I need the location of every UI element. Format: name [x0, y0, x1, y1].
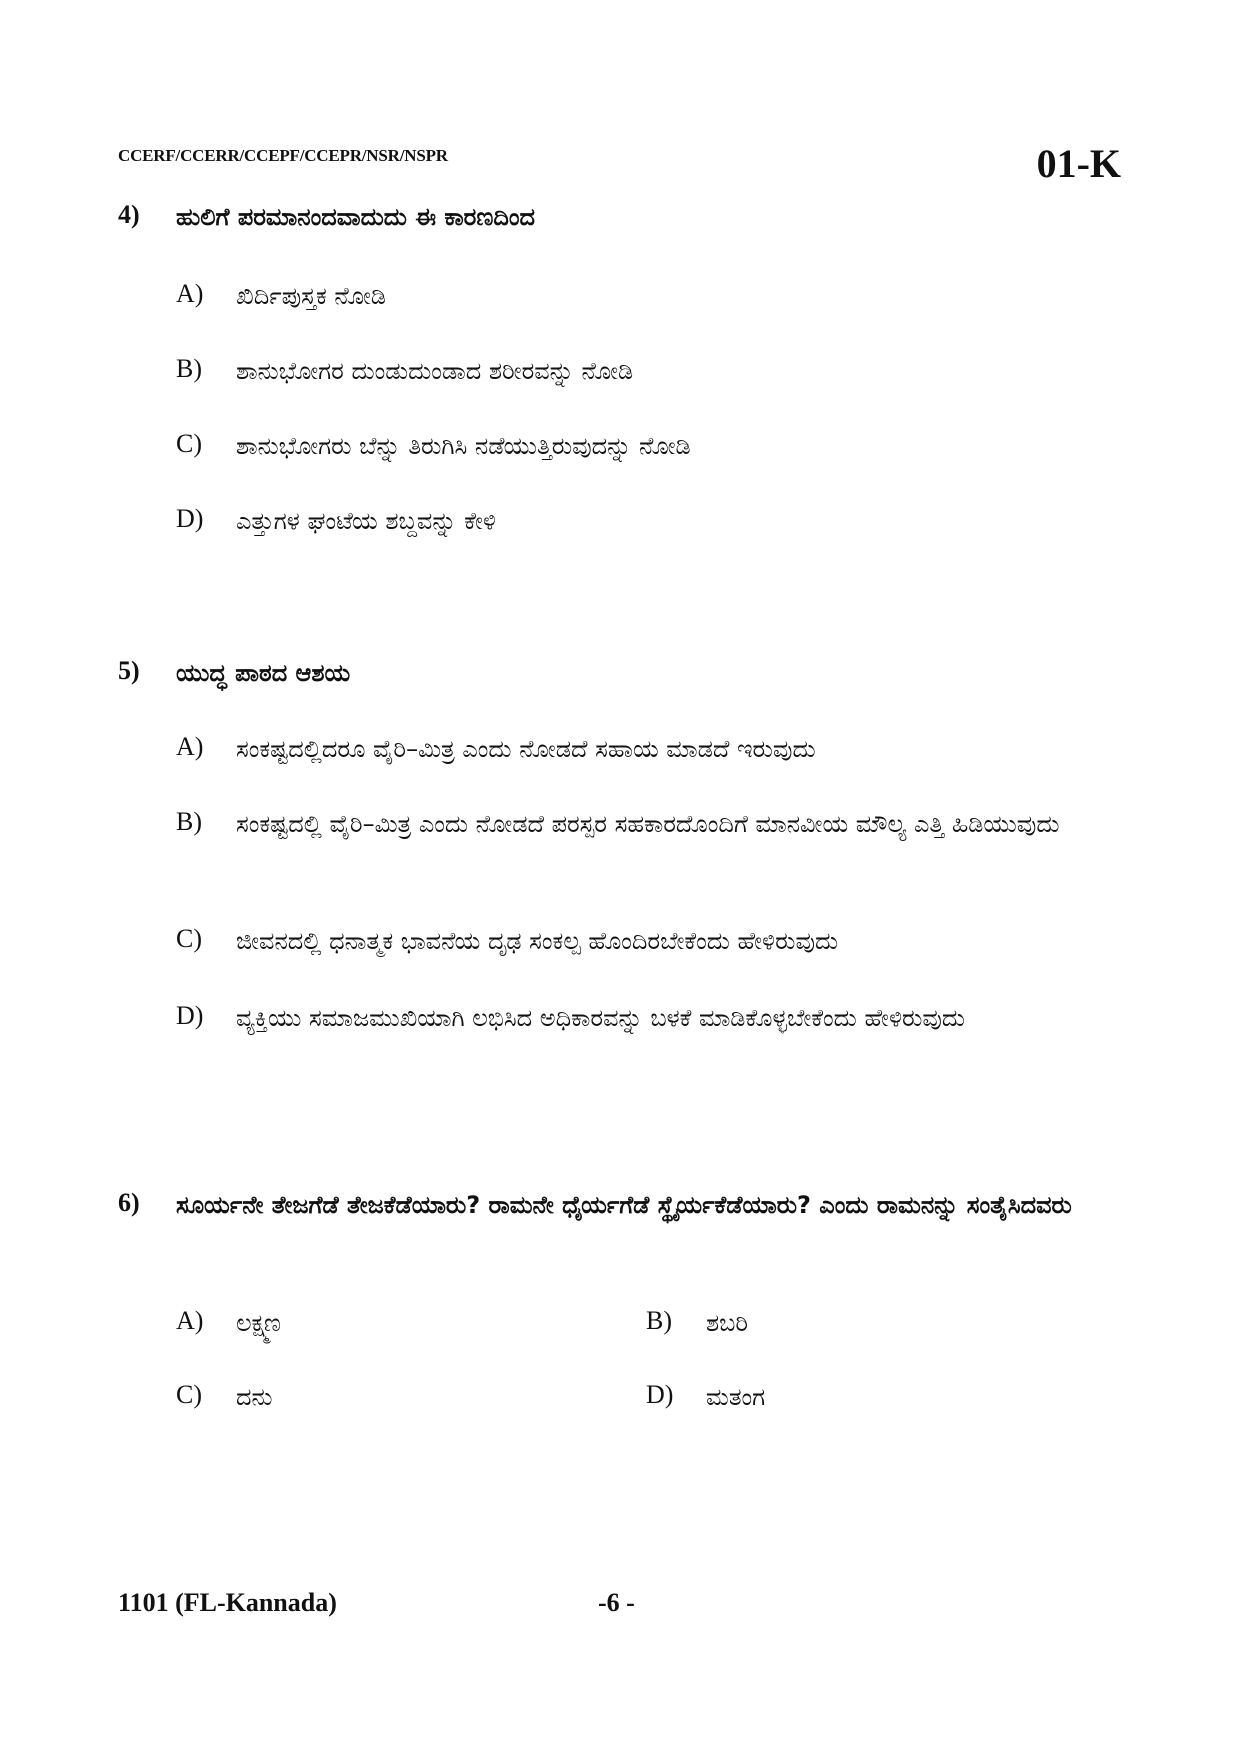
option-text: ಖಿರ್ದಿಪುಸ್ತಕ ನೋಡಿ: [236, 282, 387, 310]
question-4: [118, 196, 1118, 238]
option-6d: [646, 1376, 1066, 1418]
option-5d: [176, 997, 1116, 1039]
option-label: C): [176, 1380, 202, 1409]
option-text: ಶಾನುಭೋಗರು ಬೆನ್ನು ತಿರುಗಿಸಿ ನಡೆಯುತ್ತಿರುವುದನ್ನು ನೋಡಿ: [236, 432, 691, 460]
option-5c: [176, 920, 1116, 962]
option-4a: [176, 275, 1116, 317]
question-text: ಹುಲಿಗೆ ಪರಮಾನಂದವಾದುದು ಈ ಕಾರಣದಿಂದ: [176, 203, 536, 231]
question-number: 4): [118, 200, 140, 229]
option-label: B): [646, 1306, 672, 1335]
question-number: 6): [118, 1188, 140, 1217]
option-label: C): [176, 924, 202, 953]
option-text: ದನು: [236, 1383, 273, 1411]
option-text: ಮತಂಗ: [706, 1383, 766, 1411]
option-text: ಲಕ್ಷ್ಮಣ: [236, 1309, 281, 1337]
option-text: ಶಬರಿ: [706, 1309, 749, 1337]
option-6a: [176, 1302, 596, 1344]
option-text: ಸಂಕಷ್ಟದಲ್ಲಿದರೂ ವೈರಿ–ಮಿತ್ರ ಎಂದು ನೋಡದೆ ಸಹಾಯ ಮಾಡದೆ ಇರುವುದು: [236, 735, 816, 763]
option-text: ಸಂಕಷ್ಟದಲ್ಲಿ ವೈರಿ–ಮಿತ್ರ ಎಂದು ನೋಡದೆ ಪರಸ್ಪರ ಸಹಕಾರದೊಂದಿಗೆ ಮಾನವೀಯ ಮೌಲ್ಯ ಎತ್ತಿ ಹಿಡಿಯುವುದು: [236, 810, 1060, 838]
option-6b: [646, 1302, 1066, 1344]
option-label: D): [176, 1001, 204, 1030]
question-5: [118, 652, 1118, 694]
exam-code: CCERF/CCERR/CCEPF/CCEPR/NSR/NSPR: [118, 146, 448, 165]
option-label: A): [176, 279, 204, 308]
option-4c: [176, 425, 1116, 467]
option-text: ವ್ಯಕ್ತಿಯು ಸಮಾಜಮುಖಿಯಾಗಿ ಲಭಿಸಿದ ಅಧಿಕಾರವನ್ನು ಬಳಕೆ ಮಾಡಿಕೊಳ್ಳಬೇಕೆಂದು ಹೇಳಿರುವುದು: [236, 1004, 966, 1032]
question-6: [118, 1184, 1118, 1226]
paper-code: 1101 (FL-Kannada): [118, 1588, 337, 1617]
option-label: B): [176, 807, 202, 836]
option-text: ಎತ್ತುಗಳ ಘಂಟೆಯ ಶಬ್ದವನ್ನು ಕೇಳಿ: [236, 507, 496, 535]
question-number: 5): [118, 656, 140, 685]
option-label: C): [176, 429, 202, 458]
option-label: D): [176, 504, 204, 533]
set-code: 01-K: [1036, 141, 1121, 186]
option-text: ಜೀವನದಲ್ಲಿ ಧನಾತ್ಮಕ ಭಾವನೆಯ ದೃಢ ಸಂಕಲ್ಪ ಹೊಂದಿರಬೇಕೆಂದು ಹೇಳಿರುವುದು: [236, 927, 839, 955]
option-label: B): [176, 354, 202, 383]
option-text: ಶಾನುಭೋಗರ ದುಂಡುದುಂಡಾದ ಶರೀರವನ್ನು ನೋಡಿ: [236, 357, 634, 385]
page-number: -6 -: [598, 1588, 635, 1617]
option-5b: [176, 803, 1116, 845]
option-4b: [176, 350, 1116, 392]
option-4d: [176, 500, 1116, 542]
option-label: A): [176, 1306, 204, 1335]
option-label: A): [176, 732, 204, 761]
question-text: ಯುದ್ಧ ಪಾಠದ ಆಶಯ: [176, 659, 351, 687]
option-5a: [176, 728, 1116, 770]
question-text: ಸೂರ್ಯನೇ ತೇಜಗೆಡೆ ತೇಜಕೆಡೆಯಾರು? ರಾಮನೇ ಧೈರ್ಯಗೆಡೆ ಸ್ಥೈರ್ಯಕೆಡೆಯಾರು? ಎಂದು ರಾಮನನ್ನು ಸಂತೈಸಿದವರು: [176, 1191, 1072, 1219]
option-label: D): [646, 1380, 674, 1409]
option-6c: [176, 1376, 596, 1418]
